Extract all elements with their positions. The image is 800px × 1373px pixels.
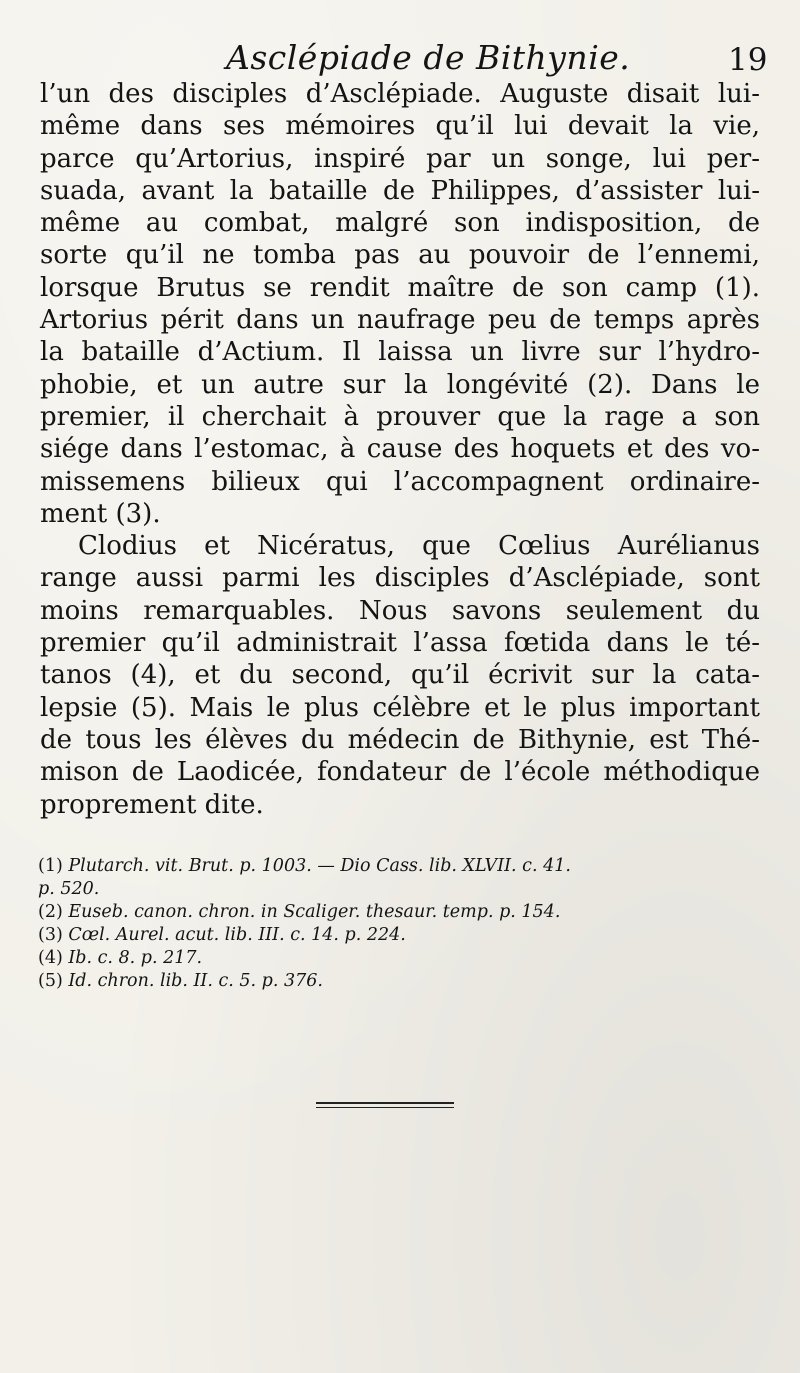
text-line: suada, avant la bataille de Philippes, d’assister lui- [40, 175, 760, 206]
page-number: 19 [728, 42, 768, 78]
text-line: premier, il cherchait à prouver que la rage a son [40, 401, 760, 432]
footnote-text: Plutarch. vit. Brut. p. 1003. — Dio Cass. lib. XLVII. c. 41. [68, 856, 571, 876]
footnotes [38, 855, 768, 993]
text-line: siége dans l’estomac, à cause des hoquets et des vo- [40, 434, 760, 465]
text-line: même dans ses mémoires qu’il lui devait la vie, [40, 111, 760, 142]
footnote [38, 901, 768, 924]
text-line: missemens bilieux qui l’accompagnent ordinaire- [40, 466, 760, 497]
body-text [40, 78, 760, 821]
footnote-text: Cœl. Aurel. acut. lib. III. c. 14. p. 224. [68, 925, 406, 945]
footnote-text: Euseb. canon. chron. in Scaliger. thesaur. temp. p. 154. [68, 902, 561, 922]
text-line: Clodius et Nicératus, que Cœlius Aurélianus [78, 531, 760, 562]
footnote-number: (5) [38, 971, 63, 991]
text-line: moins remarquables. Nous savons seulement du [40, 595, 760, 626]
text-line: de tous les élèves du médecin de Bithynie, est Thé- [40, 724, 760, 755]
text-line: lepsie (5). Mais le plus célèbre et le plus important [40, 692, 760, 723]
footnote [38, 855, 768, 878]
text-line: proprement dite. [40, 789, 264, 820]
footnote-text: p. 520. [38, 879, 100, 899]
text-line: range aussi parmi les disciples d’Asclépiade, sont [40, 563, 760, 594]
footnote-number: (2) [38, 902, 63, 922]
footnote-number: (1) [38, 856, 63, 876]
text-line: l’un des disciples d’Asclépiade. Auguste disait lui- [40, 79, 760, 109]
running-head: Asclépiade de Bithynie. [226, 38, 631, 77]
text-line: la bataille d’Actium. Il laissa un livre sur l’hydro- [40, 337, 760, 368]
text-line: lorsque Brutus se rendit maître de son camp (1). [40, 272, 760, 303]
text-line: même au combat, malgré son indisposition, de [40, 208, 760, 239]
footnote-number: (3) [38, 925, 63, 945]
text-line: ment (3). [40, 498, 161, 529]
text-line: phobie, et un autre sur la longévité (2). Dans le [40, 369, 760, 400]
footnote [38, 924, 768, 947]
text-line: Artorius périt dans un naufrage peu de temps après [40, 305, 760, 336]
footnote [38, 878, 768, 901]
text-line: sorte qu’il ne tomba pas au pouvoir de l’ennemi, [40, 240, 760, 271]
footnote [38, 947, 768, 970]
footnote-number: (4) [38, 948, 63, 968]
text-line: mison de Laodicée, fondateur de l’école méthodique [40, 757, 760, 788]
text-line: premier qu’il administrait l’assa fœtida dans le té- [40, 628, 760, 659]
section-rule [316, 1102, 454, 1108]
text-line: parce qu’Artorius, inspiré par un songe, lui per- [40, 143, 760, 174]
text-line: tanos (4), et du second, qu’il écrivit sur la cata- [40, 660, 760, 691]
footnote-text: Ib. c. 8. p. 217. [68, 948, 203, 968]
footnote [38, 970, 768, 993]
footnote-text: Id. chron. lib. II. c. 5. p. 376. [68, 971, 323, 991]
